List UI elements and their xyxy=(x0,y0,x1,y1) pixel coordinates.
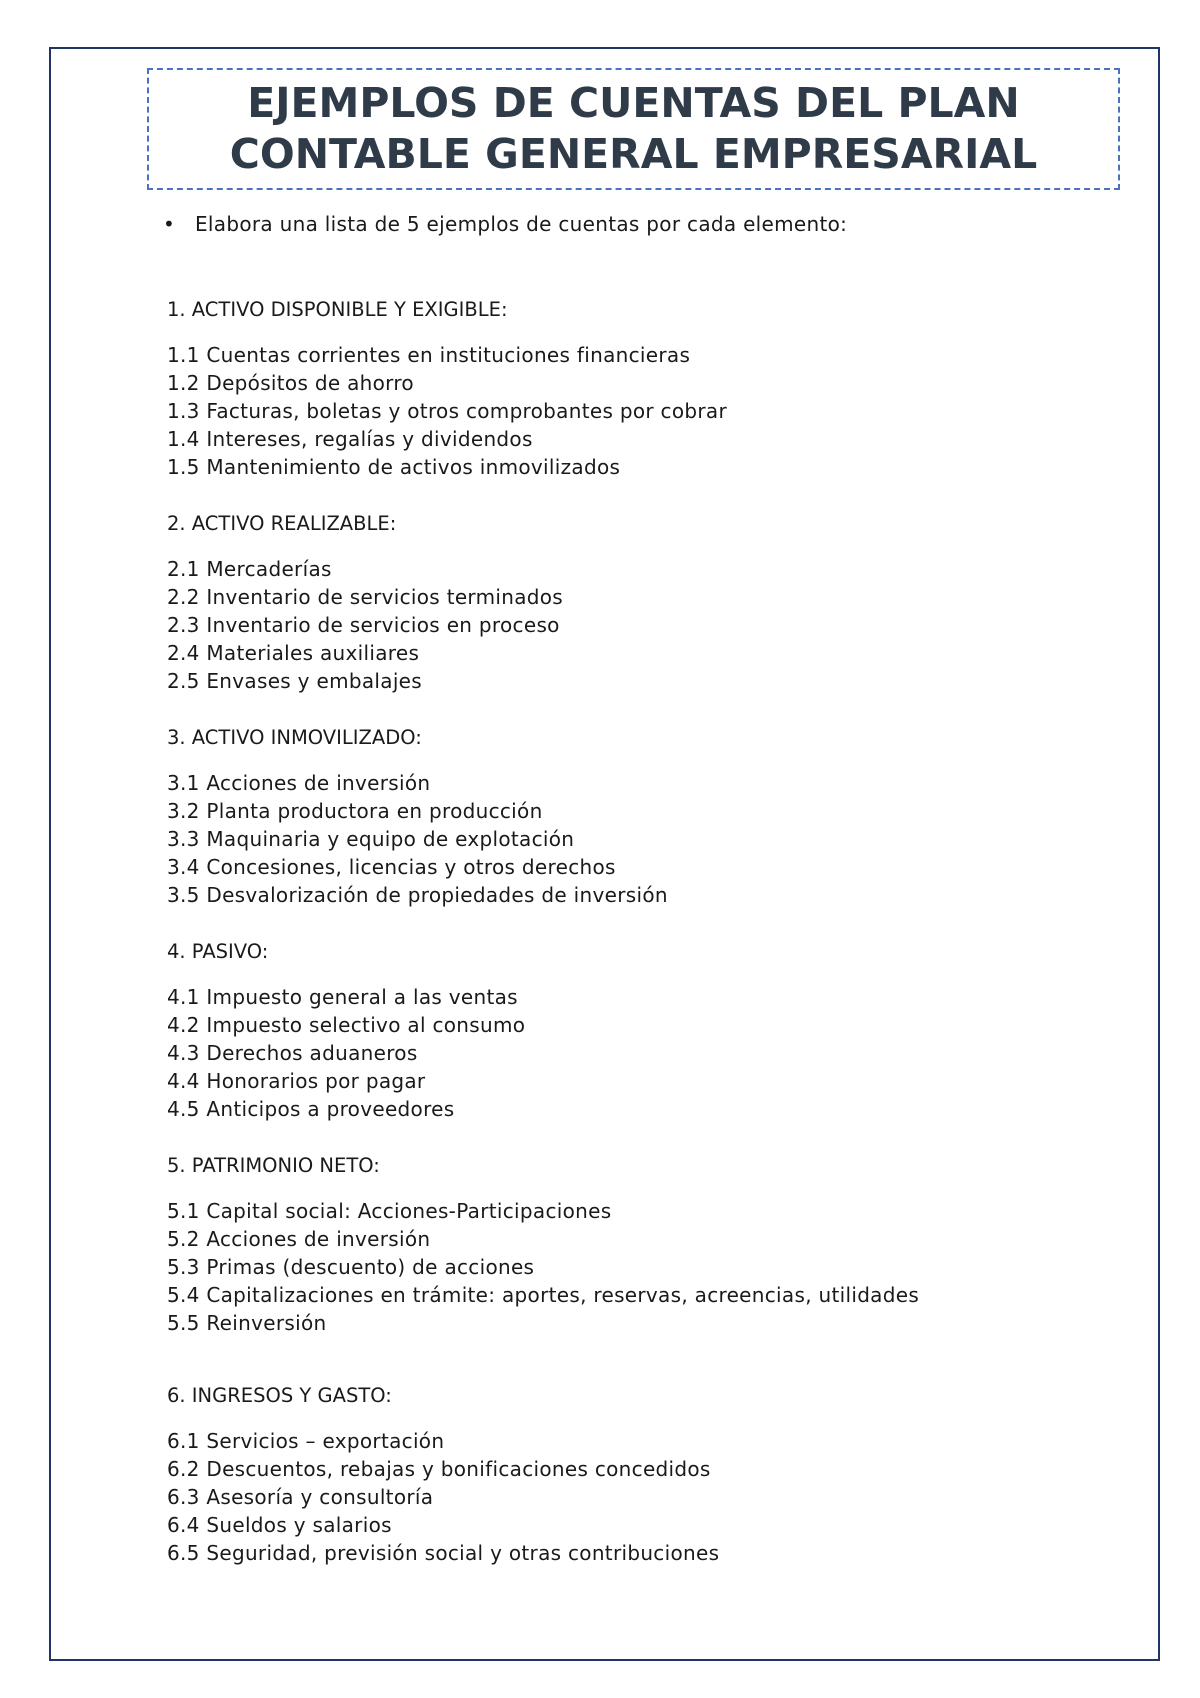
section-heading: 1. ACTIVO DISPONIBLE Y EXIGIBLE: xyxy=(167,298,508,321)
account-item: 2.2 Inventario de servicios terminados xyxy=(167,585,564,609)
title-box xyxy=(147,68,1120,190)
account-item: 3.5 Desvalorización de propiedades de inversión xyxy=(167,883,668,907)
title-line-1: EJEMPLOS DE CUENTAS DEL PLAN xyxy=(247,79,1020,127)
account-item: 6.5 Seguridad, previsión social y otras contribuciones xyxy=(167,1541,720,1565)
account-section xyxy=(167,938,919,1123)
account-item: 5.5 Reinversión xyxy=(167,1311,327,1335)
account-section xyxy=(167,510,919,695)
account-item: 4.3 Derechos aduaneros xyxy=(167,1041,418,1065)
section-heading: 4. PASIVO: xyxy=(167,940,269,963)
section-heading: 5. PATRIMONIO NETO: xyxy=(167,1154,380,1177)
account-item: 1.1 Cuentas corrientes en instituciones financieras xyxy=(167,343,691,367)
account-item: 1.2 Depósitos de ahorro xyxy=(167,371,414,395)
account-item: 6.3 Asesoría y consultoría xyxy=(167,1485,434,1509)
account-item: 4.4 Honorarios por pagar xyxy=(167,1069,426,1093)
account-item: 2.4 Materiales auxiliares xyxy=(167,641,420,665)
account-item: 3.4 Concesiones, licencias y otros derechos xyxy=(167,855,616,879)
instruction-text: Elabora una lista de 5 ejemplos de cuentas por cada elemento: xyxy=(195,212,848,236)
account-item: 5.4 Capitalizaciones en trámite: aportes, reservas, acreencias, utilidades xyxy=(167,1283,920,1307)
account-item: 1.3 Facturas, boletas y otros comprobantes por cobrar xyxy=(167,399,727,423)
account-item: 5.1 Capital social: Acciones-Participaciones xyxy=(167,1199,612,1223)
account-item: 6.4 Sueldos y salarios xyxy=(167,1513,392,1537)
section-heading: 6. INGRESOS Y GASTO: xyxy=(167,1384,392,1407)
account-item: 6.1 Servicios – exportación xyxy=(167,1429,445,1453)
account-item: 4.5 Anticipos a proveedores xyxy=(167,1097,455,1121)
account-item: 1.4 Intereses, regalías y dividendos xyxy=(167,427,533,451)
instruction-bullet xyxy=(163,210,847,238)
account-item: 3.3 Maquinaria y equipo de explotación xyxy=(167,827,575,851)
title-line-2: CONTABLE GENERAL EMPRESARIAL xyxy=(229,130,1038,178)
account-item: 4.1 Impuesto general a las ventas xyxy=(167,985,518,1009)
section-heading: 2. ACTIVO REALIZABLE: xyxy=(167,512,397,535)
account-sections xyxy=(167,296,919,1596)
account-section xyxy=(167,724,919,909)
account-item: 2.1 Mercaderías xyxy=(167,557,332,581)
account-section xyxy=(167,1382,919,1567)
account-item: 3.1 Acciones de inversión xyxy=(167,771,431,795)
account-item: 1.5 Mantenimiento de activos inmovilizados xyxy=(167,455,621,479)
document-title xyxy=(230,78,1038,180)
account-item: 2.5 Envases y embalajes xyxy=(167,669,422,693)
account-section xyxy=(167,296,919,481)
account-item: 6.2 Descuentos, rebajas y bonificaciones concedidos xyxy=(167,1457,711,1481)
section-heading: 3. ACTIVO INMOVILIZADO: xyxy=(167,726,422,749)
account-section xyxy=(167,1152,919,1337)
bullet-icon: • xyxy=(163,212,176,236)
account-item: 4.2 Impuesto selectivo al consumo xyxy=(167,1013,526,1037)
account-item: 5.2 Acciones de inversión xyxy=(167,1227,431,1251)
account-item: 5.3 Primas (descuento) de acciones xyxy=(167,1255,535,1279)
account-item: 2.3 Inventario de servicios en proceso xyxy=(167,613,560,637)
account-item: 3.2 Planta productora en producción xyxy=(167,799,543,823)
